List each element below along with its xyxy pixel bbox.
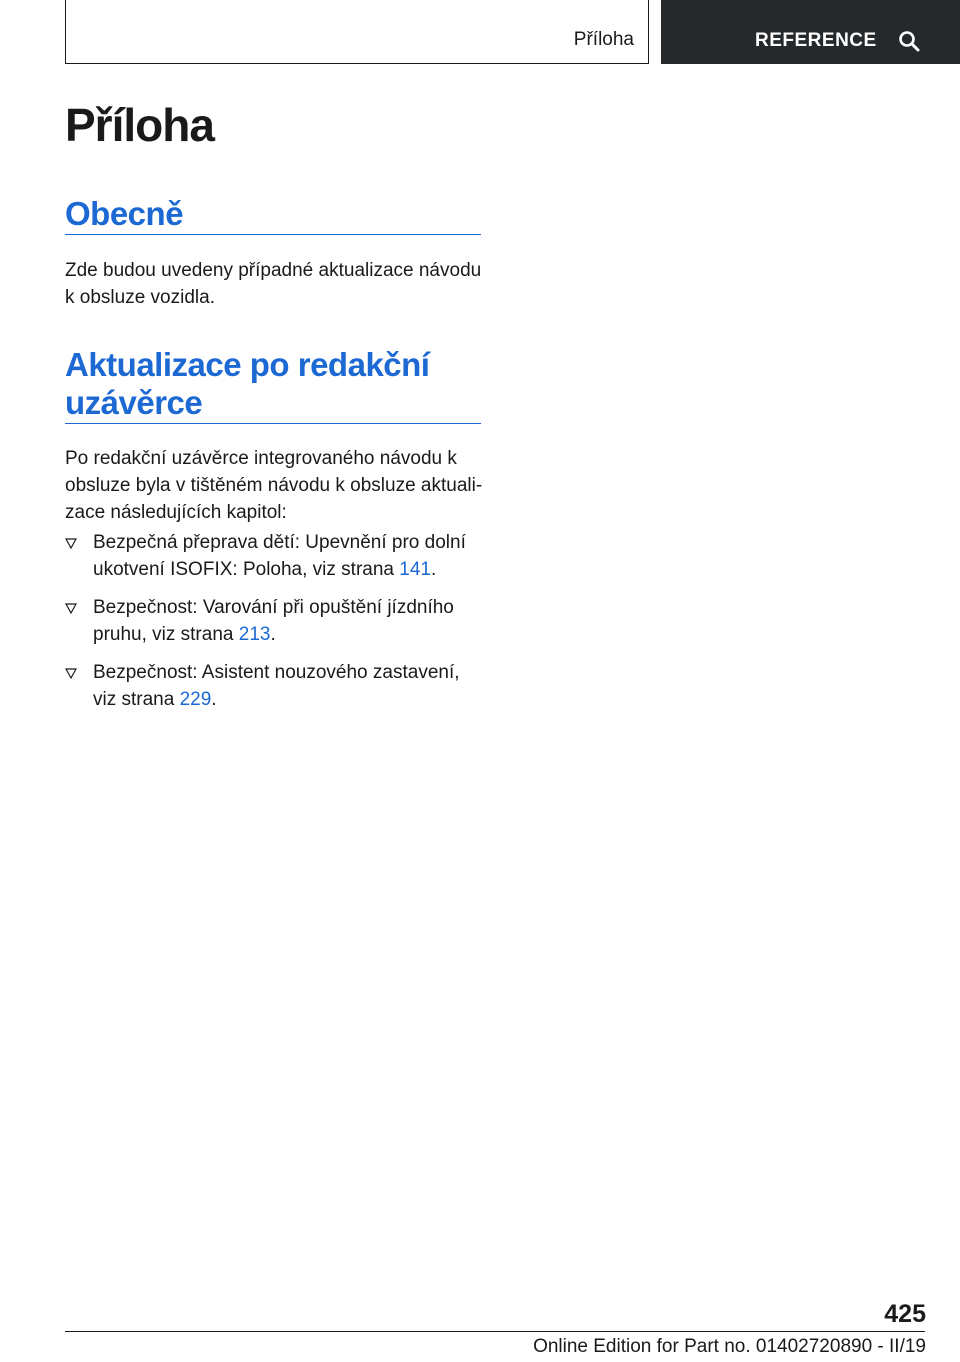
list-item <box>65 594 485 648</box>
list-item-end: . <box>270 624 276 645</box>
triangle-bullet-icon <box>65 603 77 614</box>
footer-edition: Online Edition for Part no. 01402720890 - II/19 <box>533 1336 926 1357</box>
page-link[interactable]: 141 <box>399 559 431 580</box>
list-item-text: Bezpečnost: Asistent nouzového zastavení, viz strana <box>93 662 460 710</box>
section-rule <box>65 423 481 424</box>
section-heading-general: Obecně <box>65 195 184 232</box>
triangle-bullet-icon <box>65 668 77 679</box>
page-title: Příloha <box>65 99 214 151</box>
footer-rule <box>65 1331 925 1332</box>
section-paragraph-updates: Po redakční uzávěrce integrovaného návodu k obsluze byla v tištěném návodu k obsluze aktuali‐zace následujících kapitol: <box>65 448 483 523</box>
triangle-bullet-icon <box>65 538 77 549</box>
page-link[interactable]: 229 <box>179 689 212 710</box>
list-item <box>65 529 485 583</box>
search-icon[interactable] <box>897 29 921 53</box>
reference-tab[interactable] <box>661 0 960 64</box>
reference-label: REFERENCE <box>755 30 877 51</box>
update-list <box>65 529 485 724</box>
section-rule <box>65 234 481 235</box>
section-heading-updates <box>65 346 429 422</box>
list-item-end: . <box>211 689 217 710</box>
list-item <box>65 659 485 713</box>
list-item-end: . <box>430 559 437 580</box>
list-item-text: Bezpečnost: Varování při opuštění jízdního pruhu, viz strana <box>93 597 454 645</box>
page-link[interactable]: 213 <box>238 624 271 645</box>
header-section-label: Příloha <box>573 29 634 50</box>
section-paragraph-general: Zde budou uvedeny případné aktualizace návodu k obsluze vozidla. <box>65 260 482 308</box>
header-section-box <box>65 0 649 64</box>
list-item-text: Bezpečná přeprava dětí: Upevnění pro dolní ukotvení ISOFIX: Poloha, viz strana <box>93 532 466 580</box>
section-heading-updates-line2: uzávěrce <box>65 384 203 421</box>
page-number: 425 <box>884 1300 926 1328</box>
section-heading-updates-line1: Aktualizace po redakční <box>65 346 430 383</box>
